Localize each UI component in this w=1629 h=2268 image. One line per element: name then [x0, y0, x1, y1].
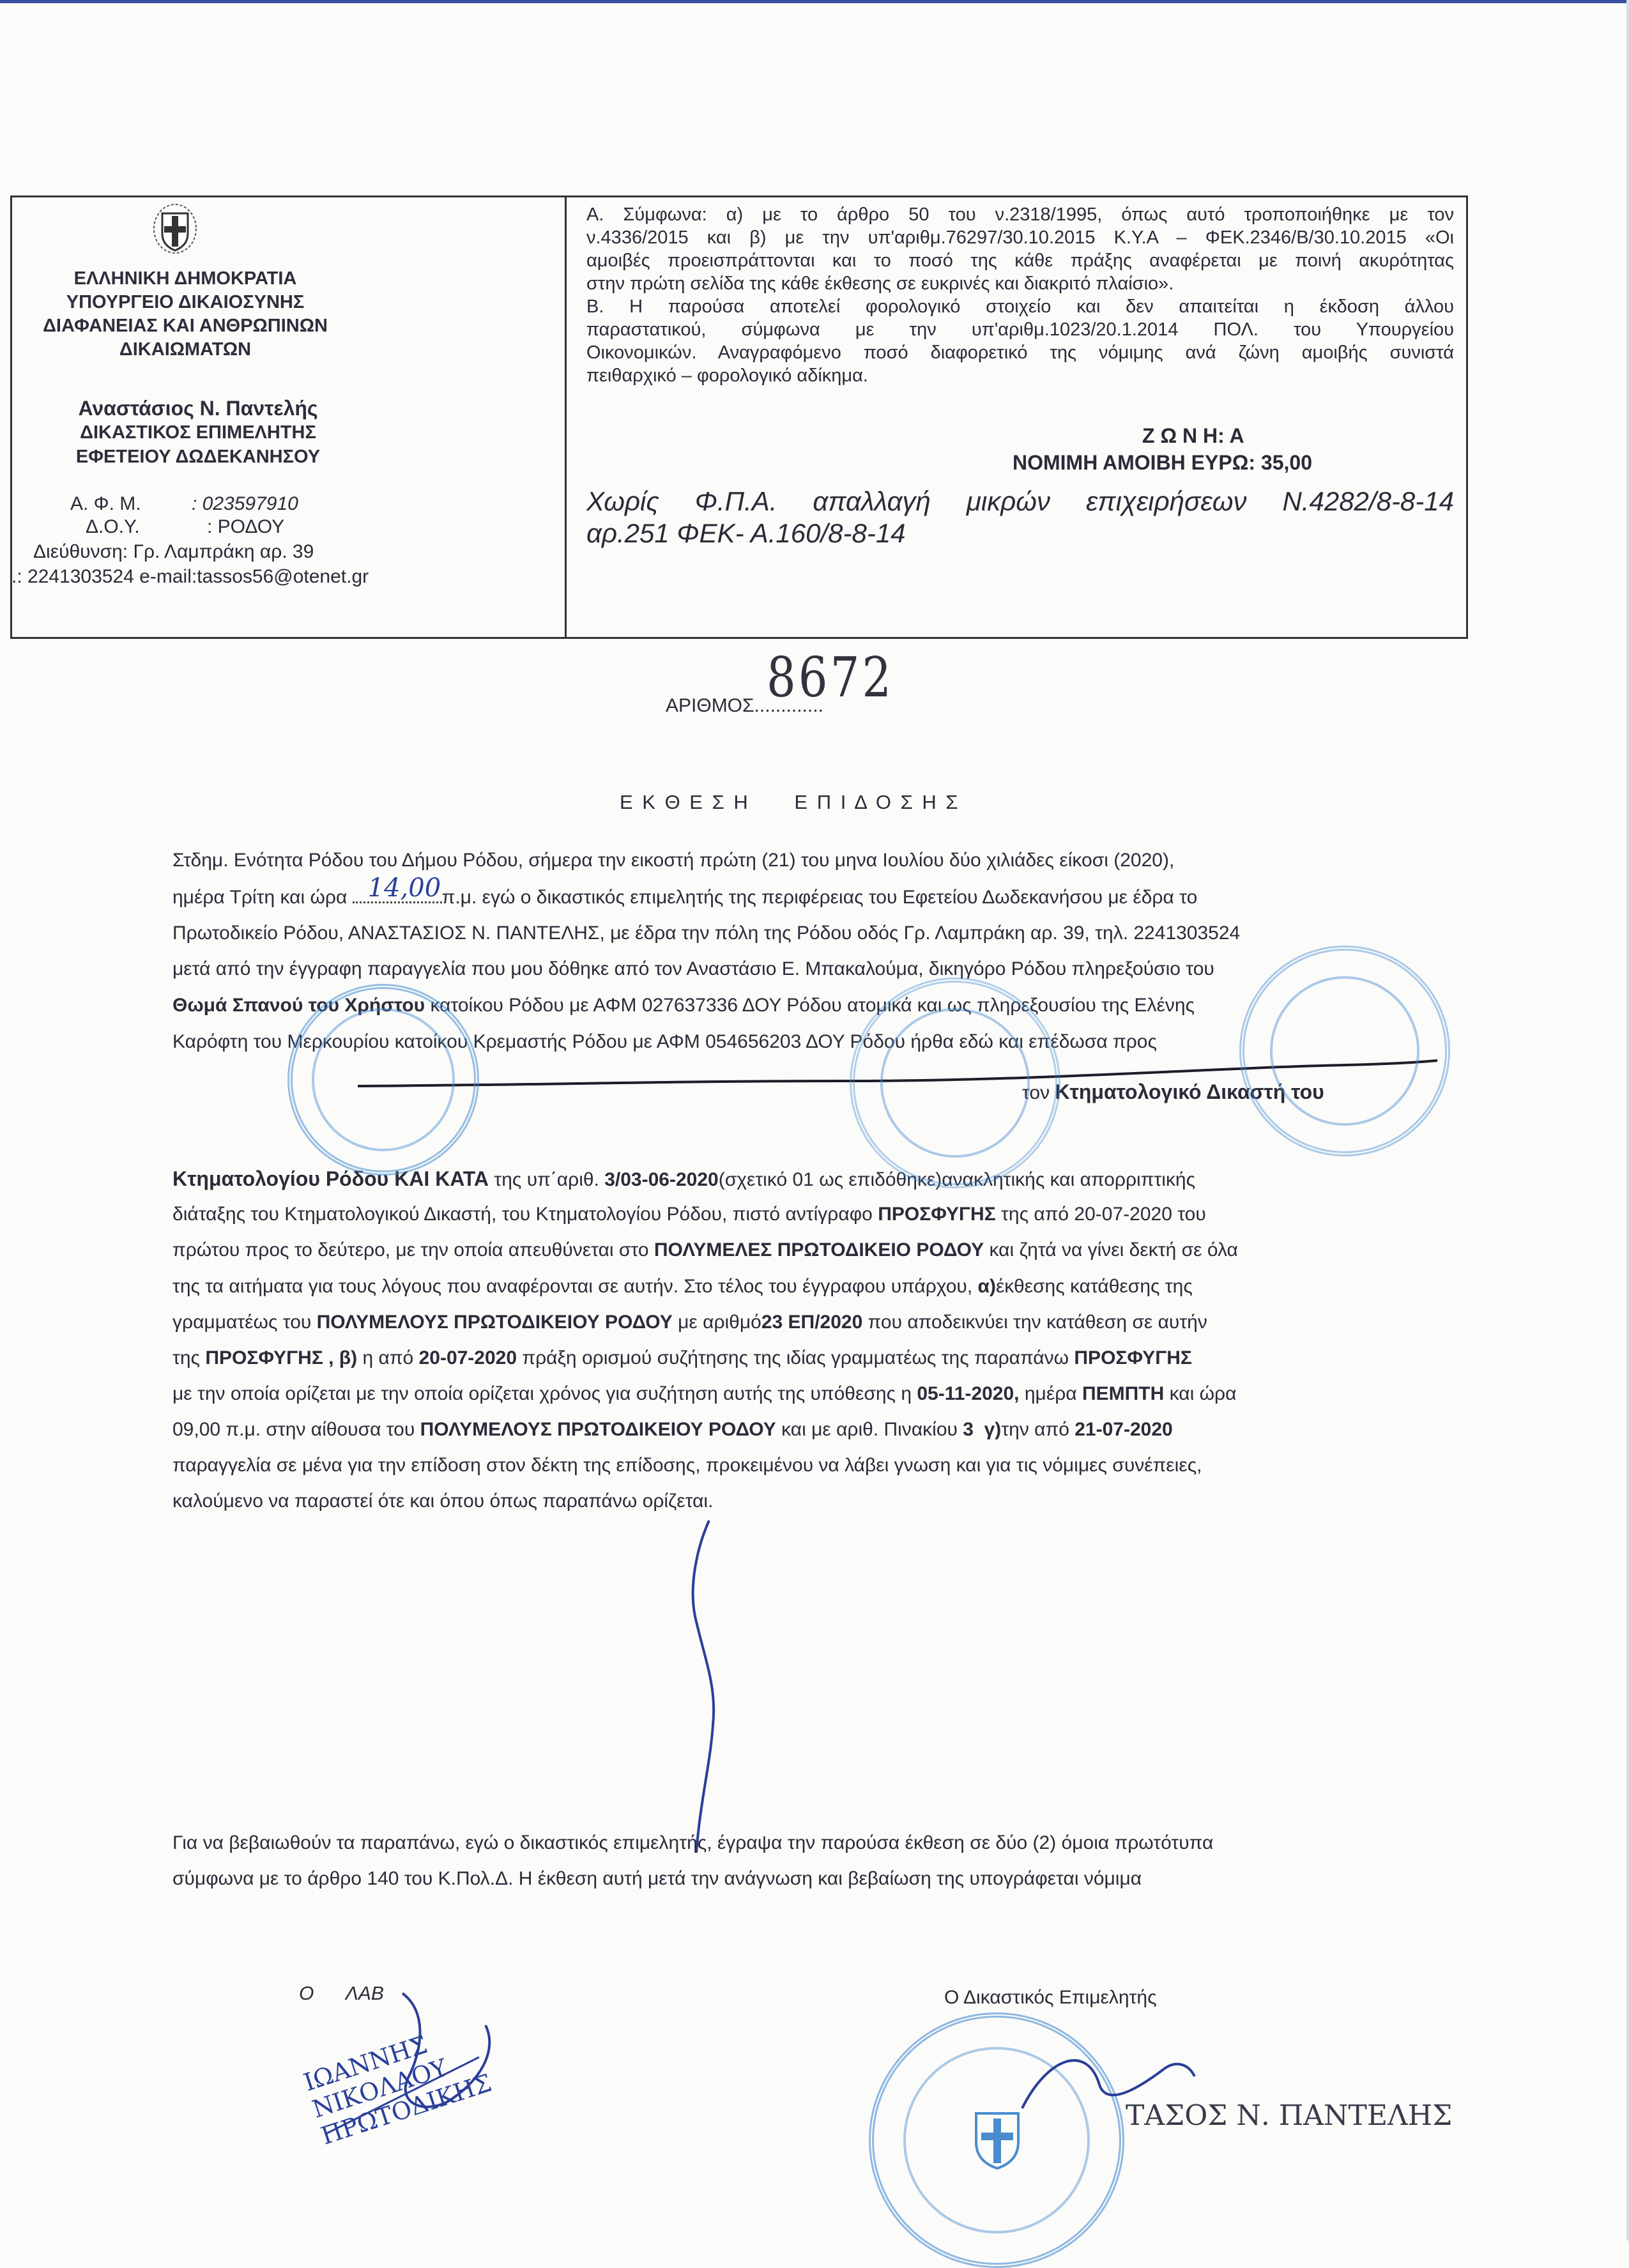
body-line-2-start: ημέρα Τρίτη και ώρα — [172, 887, 348, 908]
body-line-13-bold-3: ΠΡΟΣΦΥΓΗΣ — [1074, 1347, 1192, 1368]
closing-line-1: Για να βεβαιωθούν τα παραπάνω, εγώ ο δικαστικός επιμελητής, έγραψα την παρούσα έκθεση σε δύο (2) όμοια πρωτότυπα — [172, 1832, 1214, 1853]
header-right-block — [586, 203, 1454, 387]
body-line-9 — [172, 1202, 1206, 1227]
scan-right-edge — [1626, 0, 1629, 2241]
body-line-15-b: και με αριθ. Πινακίου — [776, 1419, 963, 1440]
body-line-11 — [172, 1275, 1193, 1299]
body-line-12-b: με αριθμό — [672, 1312, 761, 1333]
received-label: Ο ΛΑΒ — [299, 1983, 384, 2004]
closing-line-2: σύμφωνα με το άρθρο 140 του Κ.Πολ.Δ. Η έκθεση αυτή μετά την ανάγνωση και βεβαίωση της υπογράφεται νόμιμα — [172, 1868, 1142, 1889]
afm-value: : 023597910 — [192, 493, 298, 514]
docket-number: 3 — [963, 1419, 974, 1440]
body-line-8 — [172, 1167, 1195, 1192]
bailiff-name-stamp: ΤΑΣΟΣ Ν. ΠΑΝΤΕΛΗΣ — [1126, 2099, 1453, 2132]
body-line-13-b: η από — [357, 1347, 419, 1368]
body-line-15-bold-4: 21-07-2020 — [1075, 1419, 1173, 1440]
body-line-13-bold-1: ΠΡΟΣΦΥΓΗΣ , β) — [205, 1347, 358, 1368]
handwritten-mark — [684, 1508, 735, 1878]
hearing-day: ΠΕΜΠΤΗ — [1082, 1383, 1165, 1404]
body-line-10-b: και ζητά να γίνει δεκτή σε όλα — [984, 1239, 1238, 1260]
vat-line-2: αρ.251 ΦΕΚ- Α.160/8-8-14 — [586, 518, 906, 548]
body-line-13-a: της — [172, 1347, 206, 1368]
body-line-3: Πρωτοδικείο Ρόδου, ΑΝΑΣΤΑΣΙΟΣ Ν. ΠΑΝΤΕΛΗΣ, με έδρα την πόλη της Ρόδου οδός Γρ. Λαμπράκη αρ. 39, τηλ. 2241303524 — [172, 923, 1241, 944]
body-line-12-c: που αποδεικνύει την κατάθεση σε αυτήν — [862, 1312, 1207, 1333]
bailiff-block — [19, 396, 377, 469]
body-line-14 — [172, 1382, 1236, 1406]
para-b-line-2: παραστατικού, σύμφωνα με την υπ'αριθμ.1023/20.1.2014 ΠΟΛ. του Υπουργείου — [586, 319, 1454, 340]
body-line-11-a: της τα αιτήματα για τους λόγους που αναφέρονται σε αυτήν. Στο τέλος του έγγραφου υπάρχου, — [172, 1276, 978, 1297]
body-line-17: καλούμενο να παραστεί ότε και όπου όπως παραπάνω ορίζεται. — [172, 1490, 714, 1512]
body-line-5-rest: κατοίκου Ρόδου με ΑΦΜ 027637336 ΔΟΥ Ρόδου ατομικά και ως πληρεξουσίου της Ελένης — [425, 995, 1195, 1016]
address-line: Διεύθυνση: Γρ. Λαμπράκη αρ. 39 — [33, 541, 314, 562]
bailiff-signature-scribble — [1009, 2032, 1201, 2159]
ministry-line-2: ΔΙΑΦΑΝΕΙΑΣ ΚΑΙ ΑΝΘΡΩΠΙΝΩΝ — [43, 316, 328, 336]
document-title: Ε Κ Θ Ε Σ Η Ε Π Ι Δ Ο Σ Η Σ — [620, 791, 960, 813]
republic-title: ΕΛΛΗΝΙΚΗ ΔΗΜΟΚΡΑΤΙΑ — [73, 268, 297, 289]
para-a-line-2: ν.4336/2015 και β) με την υπ'αριθμ.76297/30.10.2015 Κ.Υ.Α – ΦΕΚ.2346/Β/30.10.2015 «Οι — [586, 227, 1454, 248]
para-b-line-1: Β. Η παρούσα αποτελεί φορολογικό στοιχείο και δεν απαιτείται η έκδοση άλλου — [586, 296, 1454, 317]
bailiff-role-1: ΔΙΚΑΣΤΙΚΟΣ ΕΠΙΜΕΛΗΤΗΣ — [80, 422, 316, 443]
body-line-14-a: με την οποία ορίζεται με την οποία ορίζεται χρόνος για συζήτηση αυτής της υπόθεσης η — [172, 1383, 917, 1404]
header-divider — [565, 195, 567, 639]
decision-number: 3/03-06-2020 — [604, 1169, 719, 1190]
hearing-date: 05-11-2020, — [917, 1383, 1020, 1404]
doy-value: : ΡΟΔΟΥ — [207, 516, 285, 537]
body-line-6: Καρόφτη του Μερκουρίου κατοίκου Κρεμαστής Ρόδου με ΑΦΜ 054656203 ΔΟΥ Ρόδου ήρθα εδώ και επέδωσα προς — [172, 1031, 1157, 1052]
recipient-title: Κτηματολογικό Δικαστή του — [1055, 1080, 1324, 1103]
body-line-4: μετά από την έγγραφη παραγγελία που μου δόθηκε από τον Αναστάσιο Ε. Μπακαλούμα, δικηγόρο Ρόδου πληρεξούσιο του — [172, 958, 1214, 979]
para-a-line-1: Α. Σύμφωνα: α) με το άρθρο 50 του ν.2318/1995, όπως αυτό τροποποιήθηκε με τον — [586, 204, 1454, 225]
bailiff-signature-title: Ο Δικαστικός Επιμελητής — [944, 1987, 1157, 2008]
bailiff-role-2: ΕΦΕΤΕΙΟΥ ΔΩΔΕΚΑΝΗΣΟΥ — [75, 447, 321, 467]
body-line-2 — [172, 873, 1198, 910]
official-stamp-left — [287, 984, 479, 1176]
header-left-block — [19, 267, 351, 362]
ministry-line-3: ΔΙΚΑΙΩΜΑΤΩΝ — [119, 339, 252, 360]
afm-label: Α. Φ. Μ. — [70, 493, 141, 514]
body-line-15-bold-1: ΠΟΛΥΜΕΛΟΥΣ ΠΡΩΤΟΔΙΚΕΙΟΥ ΡΟΔΟΥ — [420, 1419, 776, 1440]
body-line-9-b: της από 20-07-2020 του — [995, 1204, 1206, 1225]
client-name: Θωμά Σπανού του Χρήστου — [172, 995, 425, 1016]
doy-label: Δ.Ο.Υ. — [86, 516, 140, 537]
bailiff-name: Αναστάσιος Ν. Παντελής — [78, 397, 318, 420]
body-line-12 — [172, 1310, 1207, 1335]
body-line-15-d: την από — [1001, 1419, 1075, 1440]
document-number-label: ΑΡΙΘΜΟΣ............. — [666, 695, 823, 716]
recipient-title-2: Κτηματολογίου Ρόδου ΚΑΙ ΚΑΤΑ — [172, 1167, 489, 1190]
para-a-line-3: αμοιβές προεισπράττονται και το ποσό της κάθε πράξης αναφέρεται με ποινή ακυρότητας — [586, 250, 1454, 271]
body-line-8-b: (σχετικό 01 ως επιδόθηκε)ανακλητικής και απορριπτικής — [718, 1169, 1196, 1190]
body-line-10-bold: ΠΟΛΥΜΕΛΕΣ ΠΡΩΤΟΔΙΚΕΙΟ ΡΟΔΟΥ — [654, 1239, 984, 1260]
coat-of-arms-icon — [152, 202, 198, 254]
body-line-15 — [172, 1418, 1173, 1442]
body-line-10 — [172, 1238, 1238, 1262]
body-line-15-c — [974, 1419, 984, 1440]
ministry-line-1: ΥΠΟΥΡΓΕΙΟ ΔΙΚΑΙΟΣΥΝΗΣ — [66, 292, 305, 312]
para-b-line-4: πειθαρχικό – φορολογικό αδίκημα. — [586, 365, 868, 386]
scan-top-edge — [0, 0, 1629, 3]
doy-row — [86, 515, 284, 539]
body-line-11-b: έκθεσης κατάθεσης της — [995, 1276, 1193, 1297]
body-line-7-start: τον — [1022, 1082, 1050, 1103]
body-line-15-bold-3: γ) — [984, 1419, 1002, 1440]
para-a-line-4: στην πρώτη σελίδα της κάθε έκθεσης σε ευκρινές και διακριτό πλαίσιο». — [586, 273, 1174, 294]
body-line-12-bold-2: 23 ΕΠ/2020 — [761, 1312, 863, 1333]
time-dots — [353, 873, 442, 903]
body-line-12-bold-1: ΠΟΛΥΜΕΛΟΥΣ ΠΡΩΤΟΔΙΚΕΙΟΥ ΡΟΔΟΥ — [316, 1312, 673, 1333]
body-line-13 — [172, 1346, 1192, 1370]
body-line-9-a: διάταξης του Κτηματολογικού Δικαστή, του Κτηματολογίου Ρόδου, πιστό αντίγραφο — [172, 1204, 878, 1225]
body-line-14-b: ημέρα — [1019, 1383, 1082, 1404]
body-line-13-bold-2: 20-07-2020 — [418, 1347, 517, 1368]
body-line-9-bold: ΠΡΟΣΦΥΓΗΣ — [878, 1204, 996, 1225]
body-line-8-a: της υπ΄αριθ. — [489, 1169, 605, 1190]
body-line-12-a: γραμματέως του — [172, 1312, 317, 1333]
body-line-16: παραγγελία σε μένα για την επίδοση στον δέκτη της επίδοσης, προκειμένου να λάβει γνωση και για τις νόμιμες συνέπειες, — [172, 1455, 1202, 1476]
body-line-13-c: πράξη ορισμού συζήτησης της ιδίας γραμματέως της παραπάνω — [517, 1347, 1075, 1368]
zone-label: Ζ Ω Ν Η: Α — [1142, 424, 1244, 447]
document-number-stamp: 8672 — [767, 645, 894, 710]
body-line-2-end: π.μ. εγώ ο δικαστικός επιμελητής της περιφέρειας του Εφετείου Δωδεκανήσου με έδρα το — [441, 887, 1198, 908]
afm-row — [70, 492, 298, 516]
body-line-14-c: και ώρα — [1164, 1383, 1237, 1404]
body-line-10-a: πρώτου προς το δεύτερο, με την οποία απευθύνεται στο — [172, 1239, 654, 1260]
vat-line-1: Χωρίς Φ.Π.Α. απαλλαγή μικρών επιχειρήσεων Ν.4282/8-8-14 — [586, 486, 1454, 516]
official-stamp-center — [850, 977, 1060, 1188]
legal-fee: ΝΟΜΙΜΗ ΑΜΟΙΒΗ ΕΥΡΩ: 35,00 — [1013, 451, 1312, 474]
recipient-name-stamp: ΙΩΑΝΝΗΣ ΝΙΚΟΛΑΟΥ ΠΡΩΤΟΔΙΚΗΣ — [300, 2030, 495, 2150]
contact-line: .: 2241303524 e-mail:tassos56@otenet.gr — [11, 566, 369, 587]
handwritten-time: 14,00 — [367, 873, 441, 903]
official-stamp-right — [1239, 946, 1450, 1156]
para-b-line-3: Οικονομικών. Αναγραφόμενο ποσό διαφορετικό της νόμιμης ανά ζώνη αμοιβής συνιστά — [586, 342, 1454, 363]
body-line-15-a: 09,00 π.μ. στην αίθουσα του — [172, 1419, 420, 1440]
body-line-11-bold: α) — [977, 1276, 996, 1297]
body-line-1: Στδημ. Ενότητα Ρόδου του Δήμου Ρόδου, σήμερα την εικοστή πρώτη (21) του μηνα Ιουλίου δύο χιλιάδες είκοσι (2020), — [172, 850, 1175, 871]
